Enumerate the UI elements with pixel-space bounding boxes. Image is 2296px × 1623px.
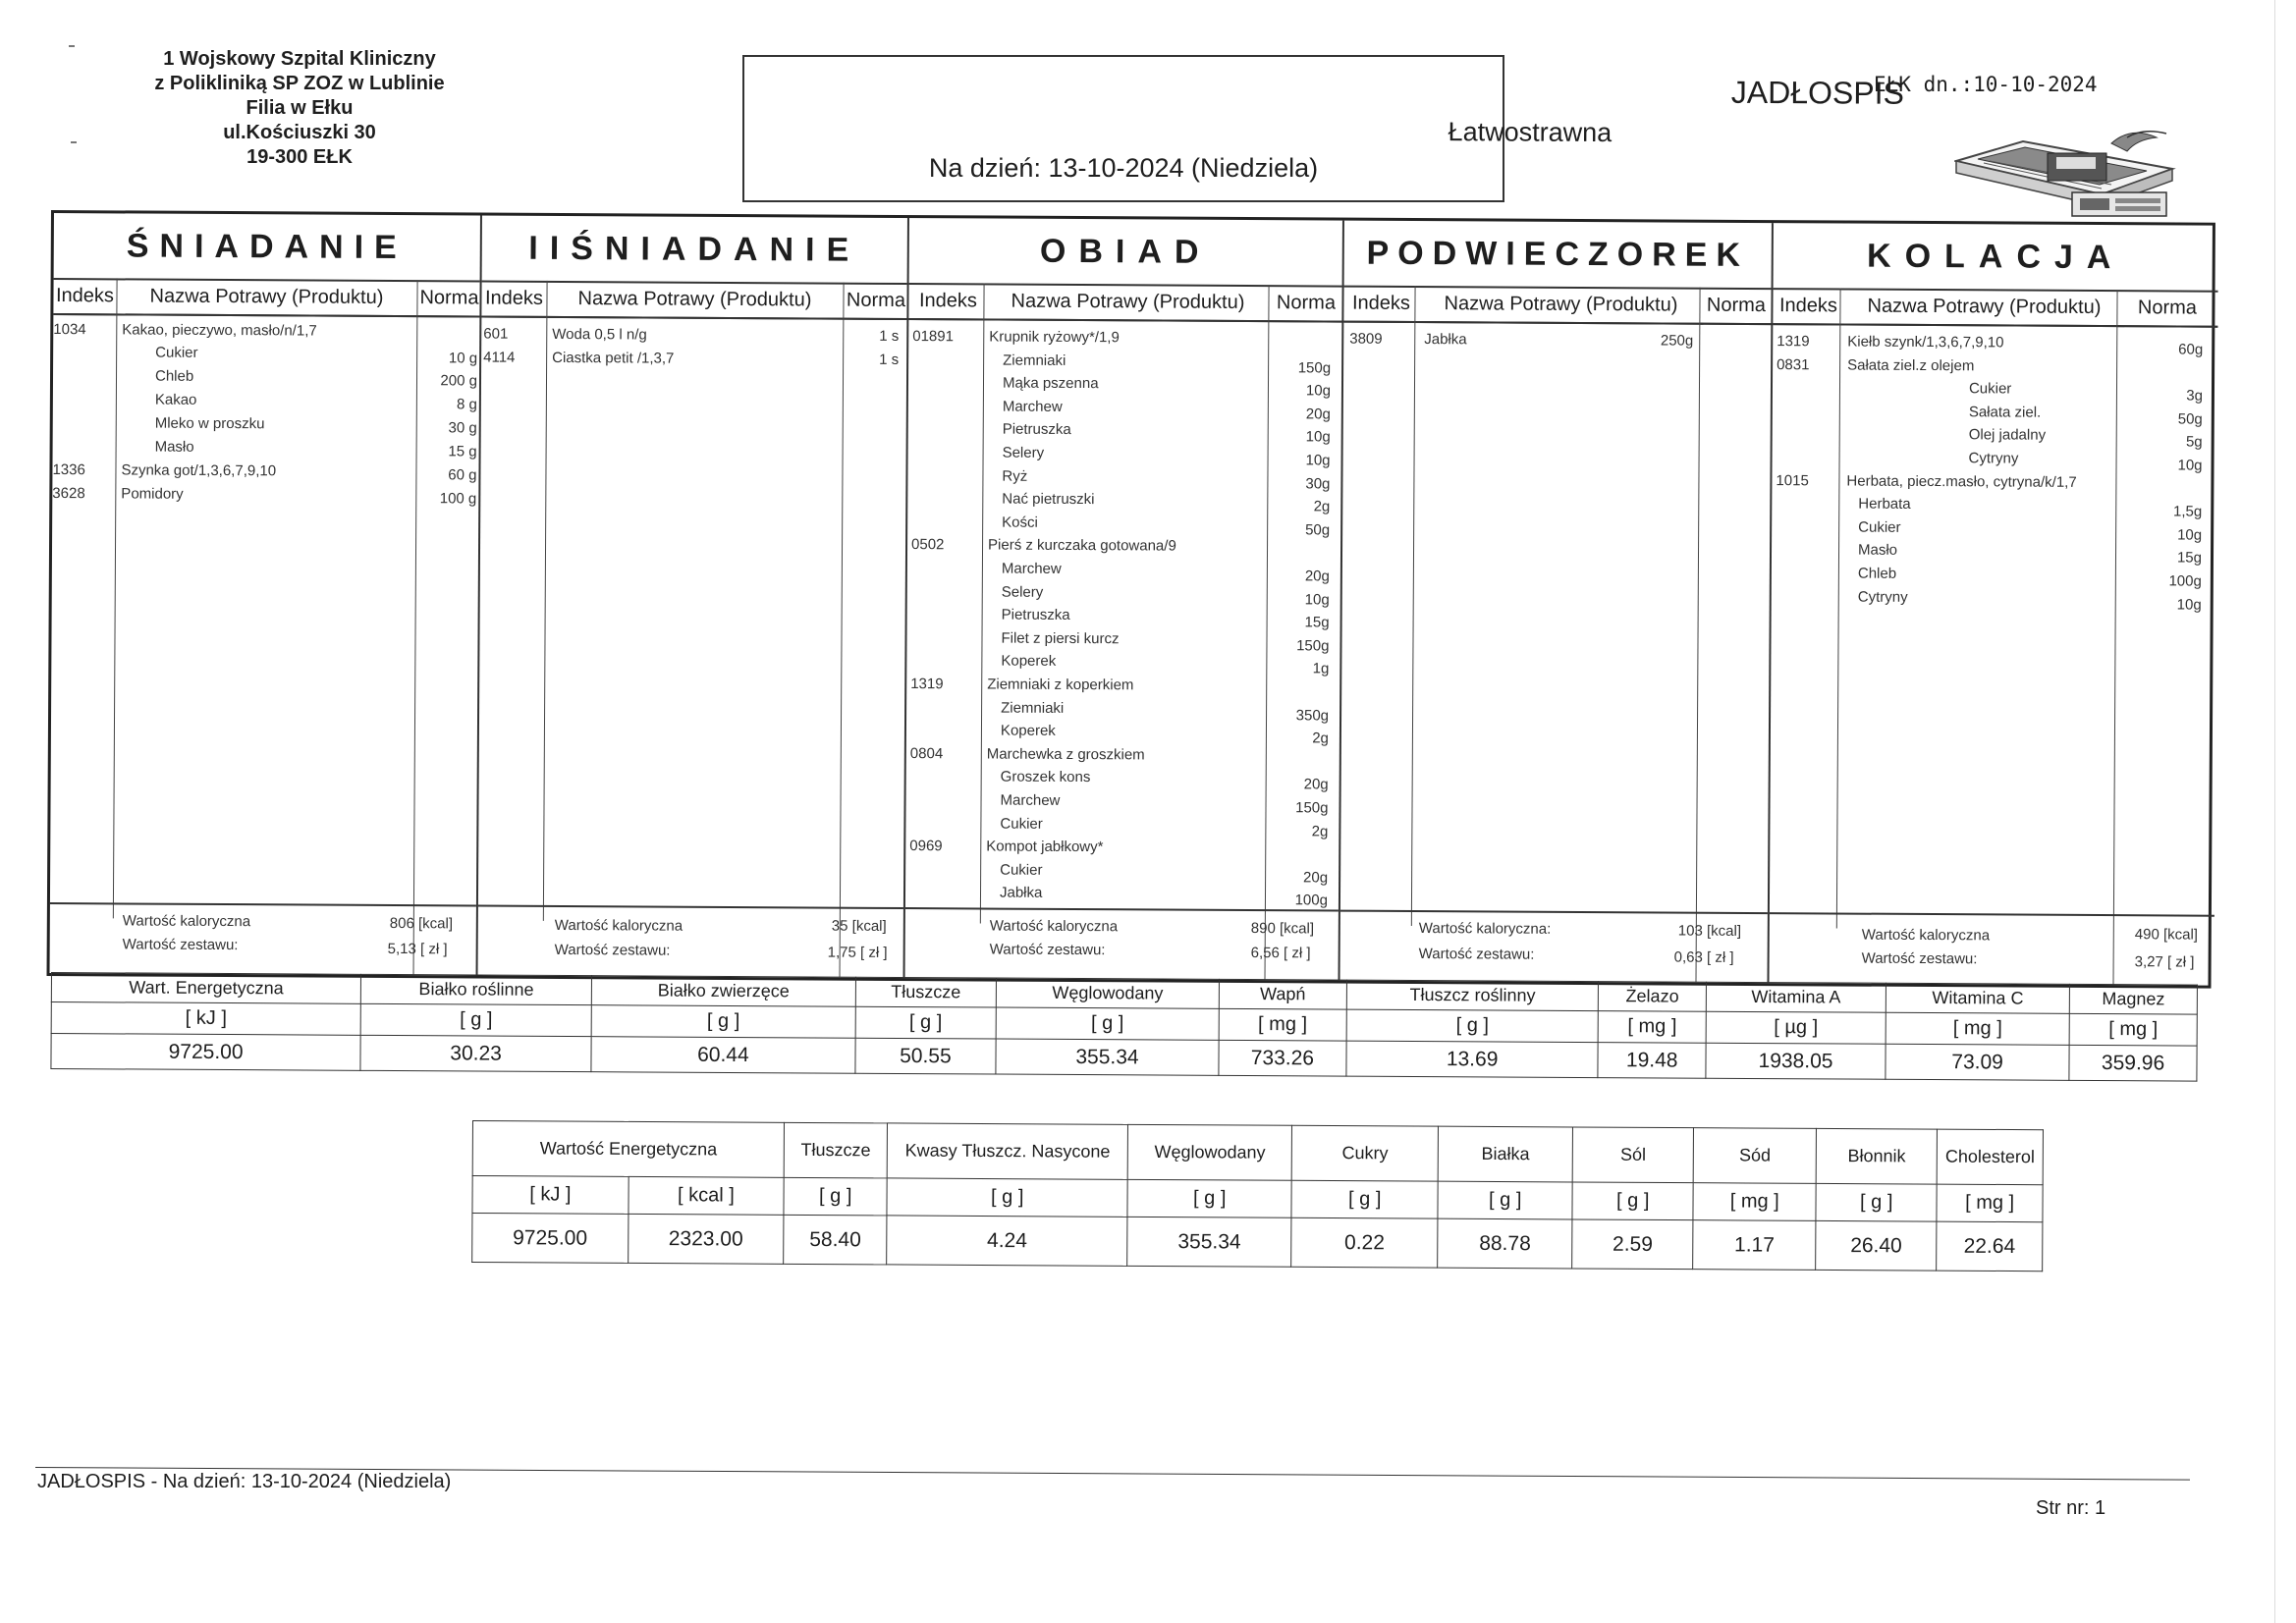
row-norm: 50g <box>2177 410 2203 428</box>
nutrient-value: 60.44 <box>591 1037 855 1074</box>
row-norm: 2g <box>1313 498 1331 515</box>
nutrient-value: 58.40 <box>784 1215 887 1265</box>
row-norm: 1,5g <box>2173 503 2203 520</box>
col-divider <box>413 280 418 975</box>
row-name: Krupnik ryżowy*/1,9 <box>989 328 1120 347</box>
nutrient-unit: [ g ] <box>1291 1180 1438 1218</box>
ingredient-name: Ziemniaki <box>1003 352 1066 369</box>
menu-row <box>53 321 85 338</box>
ingredient-name: Chleb <box>1857 565 1897 582</box>
row-norm: 100g <box>2168 572 2202 590</box>
row-index: 601 <box>483 325 509 343</box>
row-norm: 1 s <box>879 351 900 368</box>
calorie-unit: [kcal] <box>1279 920 1315 938</box>
nutrient-unit: [ g ] <box>887 1178 1127 1217</box>
nutrient-header: Wartość Energetyczna <box>472 1121 785 1178</box>
row-norm: 10g <box>2177 526 2203 544</box>
ingredient-name: Selery <box>1002 444 1045 461</box>
nutrient-unit: [ g ] <box>591 1005 855 1039</box>
ingredient-norm: 30 g <box>448 419 477 437</box>
calorie-unit: [kcal] <box>2162 926 2199 944</box>
nutrition-table-label <box>471 1120 2044 1271</box>
calorie-label: Wartość kaloryczna <box>122 912 251 931</box>
col-header-index: Indeks <box>53 278 116 315</box>
row-index: 1319 <box>910 676 944 693</box>
nutrient-value: 73.09 <box>1886 1044 2069 1080</box>
hospital-line: 19-300 EŁK <box>246 146 353 168</box>
nutrient-unit: [ mg ] <box>1599 1011 1707 1044</box>
ingredient-name: Ryż <box>1002 467 1028 485</box>
col-header-norm: Norma <box>416 280 481 317</box>
ingredient-name: Herbata <box>1858 495 1911 514</box>
row-norm: 2g <box>1311 822 1329 840</box>
nutrient-value: 0.22 <box>1291 1217 1438 1268</box>
row-index: 01891 <box>912 328 955 346</box>
nutrient-header: Kwasy Tłuszcz. Nasycone <box>887 1123 1127 1179</box>
ingredient-norm: 15 g <box>448 443 477 460</box>
ingredient-name: Kakao <box>154 391 197 408</box>
cost-number: 5,13 <box>387 940 416 958</box>
cost-unit: [ zł ] <box>859 944 888 961</box>
menu-date: Na dzień: 13-10-2024 (Niedziela) <box>928 153 1319 183</box>
row-norm: 30g <box>1305 474 1331 493</box>
calorie-label: Wartość kaloryczna <box>554 916 683 935</box>
nutrient-value: 733.26 <box>1219 1040 1346 1076</box>
nutrient-header: Sód <box>1693 1128 1816 1184</box>
ingredient-name: Masło <box>1857 541 1898 560</box>
ingredient-name: Olej jadalny <box>1968 426 2047 445</box>
nutrient-unit: [ g ] <box>1346 1009 1599 1042</box>
col-divider <box>1695 288 1700 983</box>
cost-number: 0,63 <box>1673 948 1703 966</box>
nutrient-unit: [ mg ] <box>1693 1183 1816 1221</box>
ingredient-name: Cytryny <box>1968 450 2019 467</box>
col-divider <box>2112 290 2117 985</box>
nutrient-header: Tłuszcz roślinny <box>1346 980 1599 1010</box>
ingredient-name: Groszek kons <box>1000 768 1091 786</box>
calorie-value <box>832 918 887 935</box>
row-index: 1034 <box>53 321 86 339</box>
row-norm: 150g <box>1297 358 1332 377</box>
col-header-index: Indeks <box>908 283 987 320</box>
nutrient-header: Cholesterol <box>1937 1129 2043 1185</box>
ingredient-name: Ziemniaki <box>1001 699 1065 717</box>
col-header-name: Nazwa Potrawy (Produktu) <box>1843 289 2124 328</box>
row-norm: 10g <box>1305 428 1331 446</box>
calorie-value <box>2135 926 2198 943</box>
row-norm: 20g <box>1303 869 1329 887</box>
calorie-label: Wartość kaloryczna: <box>1418 920 1552 938</box>
row-name: Herbata, piecz.masło, cytryna/k/1,7 <box>1846 472 2077 491</box>
nutrient-value: 50.55 <box>855 1038 996 1074</box>
nutrient-value: 13.69 <box>1346 1041 1599 1077</box>
row-norm: 150g <box>1295 799 1329 817</box>
meal-dinner <box>1769 223 2217 986</box>
col-header-norm: Norma <box>843 283 908 320</box>
calorie-number: 35 <box>831 917 848 935</box>
nutrient-unit: [ mg ] <box>1937 1184 2043 1222</box>
nutrient-unit: [ µg ] <box>1706 1011 1886 1044</box>
cost-number: 1,75 <box>827 944 856 961</box>
nutrient-header: Białko roślinne <box>360 974 591 1004</box>
ingredient-norm: 200 g <box>440 372 478 390</box>
ingredient-name: Mąka pszenna <box>1002 374 1099 393</box>
row-index: 0502 <box>911 536 945 554</box>
row-norm: 15g <box>1304 614 1330 631</box>
row-index: 3628 <box>52 485 85 503</box>
cost-label: Wartość zestawu: <box>989 941 1106 959</box>
row-index: 0831 <box>1777 355 1810 373</box>
ingredient-norm: 10 g <box>448 350 478 367</box>
nutrient-value: 355.34 <box>996 1039 1219 1075</box>
col-divider <box>113 278 118 918</box>
row-name: Kakao, pieczywo, masło/n/1,7 <box>122 321 317 340</box>
row-norm: 10g <box>1305 452 1331 469</box>
cost-value <box>828 945 888 961</box>
cost-unit: [ zł ] <box>1706 948 1734 966</box>
ingredient-name: Filet z piersi kurcz <box>1001 629 1120 648</box>
nutrient-header: Białko zwierzęce <box>591 976 855 1007</box>
nutrient-unit: [ g ] <box>360 1003 591 1036</box>
ingredient-name: Cukier <box>1000 861 1043 879</box>
meal-title: KOLACJA <box>1774 223 2218 293</box>
cost-unit: [ zł ] <box>419 941 448 958</box>
col-header-norm: Norma <box>1699 288 1773 325</box>
nutrient-unit: [ g ] <box>1127 1179 1291 1217</box>
row-name: Pomidory <box>121 485 184 503</box>
calorie-value <box>1678 923 1741 940</box>
place-date: EŁK dn.:10-10-2024 <box>1874 73 2098 96</box>
nutrient-header: Witamina A <box>1706 982 1886 1012</box>
nutrient-value: 9725.00 <box>51 1034 360 1071</box>
col-header-index: Indeks <box>1773 288 1843 325</box>
nutrient-unit: [ g ] <box>1816 1183 1937 1221</box>
row-norm: 10g <box>2176 596 2202 614</box>
nutrient-unit: [ mg ] <box>1219 1008 1346 1041</box>
hospital-line: Filia w Ełku <box>246 97 354 119</box>
nutrient-unit: [ g ] <box>1572 1182 1693 1220</box>
nutrient-value: 1938.05 <box>1706 1043 1886 1079</box>
cost-value <box>388 941 448 957</box>
calorie-number: 806 <box>389 914 414 933</box>
col-header-index: Indeks <box>1343 286 1418 323</box>
row-name: Marchewka z groszkiem <box>986 745 1145 764</box>
nutrient-header: Tłuszcze <box>784 1122 887 1178</box>
nutrient-value: 4.24 <box>887 1216 1127 1266</box>
row-norm: 100 g <box>439 490 477 508</box>
nutrient-value: 359.96 <box>2069 1045 2197 1081</box>
nutrient-value: 2.59 <box>1572 1219 1693 1270</box>
summary-divider <box>1340 910 1768 915</box>
book-with-cash-register-icon <box>1954 124 2180 222</box>
col-divider <box>543 281 548 921</box>
row-name: Szynka got/1,3,6,7,9,10 <box>121 461 277 480</box>
meal-title: PODWIECZOREK <box>1344 221 1772 291</box>
ingredient-norm: 8 g <box>456 396 477 413</box>
nutrient-unit: [ g ] <box>1438 1181 1572 1219</box>
nutrient-value: 26.40 <box>1816 1220 1937 1271</box>
calorie-unit: [kcal] <box>851 917 887 935</box>
hospital-line: ul.Kościuszki 30 <box>223 122 376 143</box>
ingredient-name: Cukier <box>1968 380 2012 398</box>
nutrient-header: Wart. Energetyczna <box>51 973 360 1004</box>
menu-row <box>122 321 317 339</box>
row-norm: 20g <box>1303 776 1329 793</box>
summary-divider <box>50 902 476 906</box>
meal-second-breakfast <box>478 216 909 978</box>
cost-value <box>1251 945 1311 961</box>
ingredient-name: Chleb <box>154 367 194 385</box>
nutrient-header: Cukry <box>1291 1125 1438 1181</box>
row-norm: 2g <box>1312 730 1329 747</box>
row-index: 1319 <box>1777 333 1810 351</box>
calorie-label: Wartość kaloryczna <box>1861 926 1991 945</box>
row-norm: 1g <box>1312 660 1330 677</box>
cost-label: Wartość zestawu: <box>122 936 239 954</box>
nutrient-value: 88.78 <box>1438 1218 1572 1269</box>
row-index: 1336 <box>52 461 85 479</box>
row-index: 3809 <box>1349 330 1383 348</box>
nutrient-unit: [ kJ ] <box>472 1176 629 1215</box>
col-divider <box>840 283 845 978</box>
nutrient-value: 30.23 <box>360 1035 591 1071</box>
meal-lunch <box>905 218 1344 981</box>
row-name: Ciastka petit /1,3,7 <box>552 349 675 367</box>
meal-title: ŚNIADANIE <box>54 213 480 282</box>
col-header-line <box>908 283 1341 323</box>
document-title: JADŁOSPIS <box>1730 74 1905 111</box>
title-box <box>742 55 1905 202</box>
col-divider <box>1836 288 1841 928</box>
cost-number: 3,27 <box>2134 953 2163 971</box>
calorie-number: 490 <box>2134 926 2159 944</box>
row-norm: 350g <box>1295 706 1330 725</box>
row-index: 4114 <box>483 349 516 366</box>
footer-title: JADŁOSPIS - Na dzień: 13-10-2024 (Niedziela) <box>37 1471 452 1492</box>
ingredient-name: Cytryny <box>1857 588 1908 606</box>
row-norm: 60g <box>2178 341 2204 358</box>
ingredient-name: Cukier <box>1858 518 1901 536</box>
col-header-norm: Norma <box>1268 285 1343 322</box>
ingredient-name: Marchew <box>1001 560 1062 577</box>
row-name: Kiełb szynk/1,3,6,7,9,10 <box>1847 333 2004 352</box>
nutrient-unit: [ kcal ] <box>629 1176 785 1215</box>
ingredient-name: Kości <box>1002 514 1038 531</box>
nutrient-header: Żelazo <box>1599 982 1707 1012</box>
col-header-line <box>1343 286 1771 326</box>
cost-label: Wartość zestawu: <box>1861 949 1978 968</box>
calorie-number: 890 <box>1250 920 1276 938</box>
nutrient-unit: [ g ] <box>784 1177 887 1216</box>
calorie-unit: [kcal] <box>417 915 454 933</box>
nutrient-value: 9725.00 <box>472 1214 629 1264</box>
nutrient-unit: [ g ] <box>996 1007 1219 1040</box>
col-header-norm: Norma <box>2116 290 2217 328</box>
cost-number: 6,56 <box>1250 945 1280 962</box>
ingredient-name: Nać pietruszki <box>1002 490 1095 509</box>
row-name: Jabłka <box>1424 331 1467 349</box>
row-norm: 150g <box>1296 637 1330 655</box>
nutrient-value: 19.48 <box>1598 1043 1706 1079</box>
row-norm: 20g <box>1304 568 1330 585</box>
hospital-line: z Polikliniką SP ZOZ w Lublinie <box>154 73 445 94</box>
col-divider <box>980 283 985 923</box>
row-name: Sałata ziel.z olejem <box>1847 356 1975 374</box>
nutrient-header: Węglowodany <box>996 978 1219 1008</box>
row-name: Woda 0,5 l n/g <box>552 325 647 344</box>
calorie-unit: [kcal] <box>1706 922 1742 940</box>
nutrient-header: Wapń <box>1219 979 1346 1009</box>
nutrient-header: Błonnik <box>1816 1128 1937 1184</box>
row-norm: 20g <box>1305 406 1331 423</box>
ingredient-name: Koperek <box>1001 652 1057 671</box>
nutrition-table-daily <box>50 972 2198 1082</box>
col-header-name: Nazwa Potrawy (Produktu) <box>546 281 843 320</box>
row-norm: 60 g <box>448 466 477 484</box>
row-norm: 10g <box>1305 382 1332 400</box>
row-norm: 10g <box>2177 457 2203 474</box>
row-index: 0804 <box>909 744 944 763</box>
meal-afternoon-snack <box>1340 221 1774 984</box>
nutrient-unit: [ kJ ] <box>51 1002 360 1036</box>
cost-unit: [ zł ] <box>2166 953 2195 971</box>
row-norm: 50g <box>1305 521 1331 539</box>
calorie-number: 103 <box>1677 922 1703 940</box>
ingredient-name: Cukier <box>155 344 198 361</box>
calorie-value <box>390 915 453 932</box>
ingredient-name: Masło <box>154 438 194 456</box>
meal-breakfast <box>50 213 482 975</box>
meal-title: IIŚNIADANIE <box>482 216 907 285</box>
nutrient-header: Witamina C <box>1886 983 2069 1013</box>
row-norm: 250g <box>1660 332 1694 350</box>
row-name: Kompot jabłkowy* <box>986 838 1104 856</box>
row-norm: 1 s <box>879 327 900 345</box>
nutrient-header: Sól <box>1572 1127 1693 1183</box>
menu-table <box>47 210 2215 989</box>
ingredient-name: Koperek <box>1000 722 1056 740</box>
nutrient-value: 22.64 <box>1937 1221 2043 1271</box>
ingredient-name: Jabłka <box>999 884 1043 902</box>
row-index: 1015 <box>1776 471 1809 489</box>
cost-label: Wartość zestawu: <box>1418 946 1535 963</box>
hospital-line: 1 Wojskowy Szpital Kliniczny <box>163 48 436 70</box>
row-norm: 5g <box>2185 433 2203 452</box>
page-number: Str nr: 1 <box>2036 1497 2106 1519</box>
diet-name: Łatwostrawna <box>1448 117 1613 148</box>
cost-label: Wartość zestawu: <box>554 941 671 959</box>
nutrient-unit: [ mg ] <box>2069 1013 2197 1046</box>
col-header-name: Nazwa Potrawy (Produktu) <box>1418 286 1703 325</box>
nutrient-header: Węglowodany <box>1127 1124 1291 1180</box>
row-index: 0969 <box>909 838 943 855</box>
scan-edge <box>2274 0 2275 1623</box>
cost-value <box>1674 949 1734 966</box>
nutrient-unit: [ g ] <box>855 1006 996 1039</box>
row-name: Ziemniaki z koperkiem <box>987 676 1134 694</box>
row-name: Pierś z kurczaka gotowana/9 <box>988 536 1176 555</box>
row-norm: 3g <box>2186 387 2203 405</box>
nutrient-header: Magnez <box>2069 984 2197 1014</box>
ingredient-name: Selery <box>1001 583 1044 601</box>
ingredient-name: Pietruszka <box>1002 420 1071 439</box>
row-norm: 10g <box>1304 590 1330 609</box>
ingredient-name: Mleko w proszku <box>154 414 265 433</box>
nutrient-value: 355.34 <box>1127 1217 1291 1267</box>
cost-unit: [ zł ] <box>1283 945 1311 962</box>
nutrient-value: 1.17 <box>1693 1220 1816 1271</box>
calorie-value <box>1251 920 1314 937</box>
ingredient-name: Marchew <box>1000 791 1061 809</box>
row-norm: 100g <box>1294 892 1329 909</box>
nutrient-header: Białka <box>1438 1126 1572 1182</box>
cost-value <box>2135 953 2195 970</box>
row-norm: 15g <box>2176 549 2203 568</box>
hospital-address <box>59 47 540 170</box>
nutrient-value: 2323.00 <box>628 1214 784 1264</box>
calorie-label: Wartość kaloryczna <box>989 917 1119 936</box>
nutrient-unit: [ mg ] <box>1886 1012 2069 1045</box>
ingredient-name: Pietruszka <box>1001 606 1070 624</box>
ingredient-name: Cukier <box>1000 815 1043 833</box>
meal-title: OBIAD <box>909 218 1342 288</box>
col-header-index: Indeks <box>481 281 546 318</box>
ingredient-name: Sałata ziel. <box>1968 404 2042 421</box>
nutrient-header: Tłuszcze <box>855 977 996 1007</box>
ingredient-name: Marchew <box>1002 398 1063 415</box>
col-divider <box>1411 286 1416 926</box>
col-header-name: Nazwa Potrawy (Produktu) <box>116 278 416 317</box>
col-header-name: Nazwa Potrawy (Produktu) <box>987 283 1268 322</box>
